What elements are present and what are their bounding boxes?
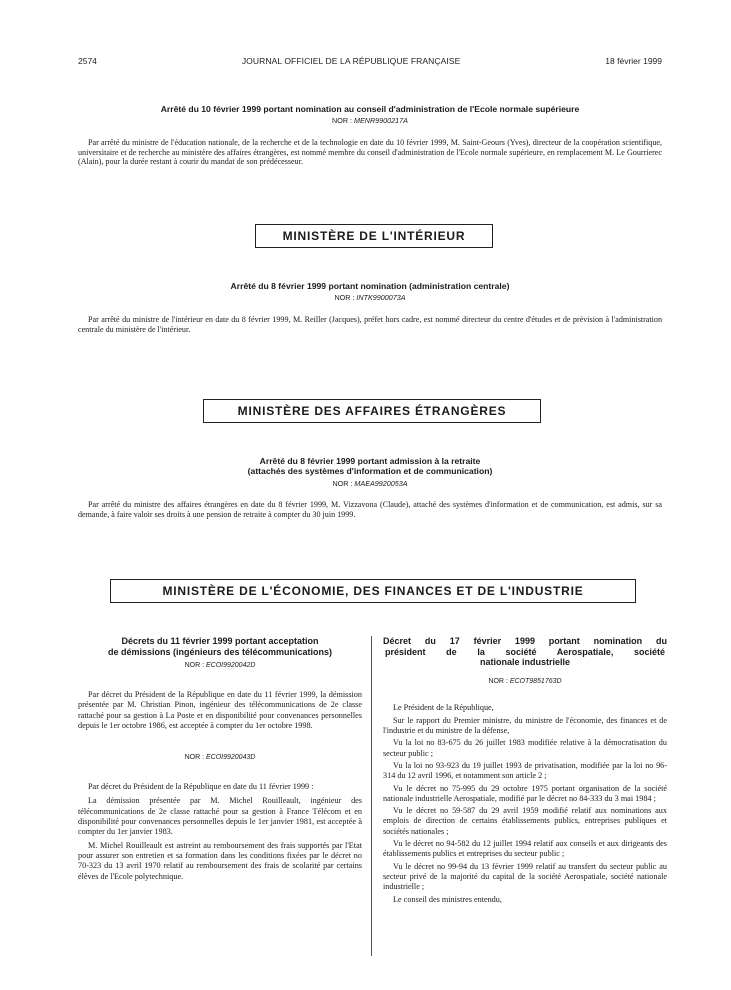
left-title-line2: de démissions (ingénieurs des télécommunications) [107,646,333,657]
left-nor2 [78,754,362,761]
issue-date: 18 février 1999 [605,56,662,66]
ministry-interieur-heading: MINISTÈRE DE L'INTÉRIEUR [255,224,493,248]
decree-visa-item: Sur le rapport du Premier ministre, du ministre de l'économie, des finances et de l'industrie et du ministre de la défense, [383,715,667,736]
decree-visa-item: Vu le décret no 75-995 du 29 octobre 1975 portant organisation de la société nationale industrielle Aerospatiale, modifié par le décret no 84-333 du 3 mai 1984 ; [383,783,667,803]
decree-visa-item: Vu la loi no 93-923 du 19 juillet 1993 de privatisation, modifiée par la loi no 96-314 du 12 avril 1996, et notamment son article 2 ; [383,760,667,781]
decree-visa-item: Vu le décret no 59-587 du 29 avril 1959 modifié relatif aux nominations aux emplois de direction de certains établissements publics, entreprises publiques et sociétés nationales ; [383,806,667,836]
nor-label: NOR : [332,479,353,488]
decree-visa-item: Vu la loi no 83-675 du 26 juillet 1983 modifiée relative à la démocratisation du secteur public ; [383,738,667,758]
nor-code: ECOI9920042D [205,662,256,669]
section1-body: Par arrêté du ministre de l'éducation nationale, de la recherche et de la technologie en date du 10 février 1999, M. Saint-Geours (Yves), directeur de la coopération scientifique, universitaire et de recherche au ministère des affaires étrangères, est nommé membre du conseil d'administration de l'Ecole normale supérieure, en remplacement M. Le Gourrierec (Alain), pour la durée restant à courir du mandat de son prédécesseur. [78,138,662,167]
journal-title: JOURNAL OFFICIEL DE LA RÉPUBLIQUE FRANÇAISE [241,56,461,66]
right-title-line2: président de la société Aerospatiale, société [385,646,665,657]
right-column [383,636,667,905]
decree-visa-item: Vu le décret no 99-94 du 13 février 1999 relatif au transfert du secteur public au secteur privé de la majorité du capital de la société Aerospatiale, société nationale industrielle ; [383,861,667,892]
right-items [383,703,667,905]
affaires-body: Par arrêté du ministre des affaires étrangères en date du 8 février 1999, M. Vizzavona (Claude), attaché des systèmes d'information et de communication, est admis, sur sa demande, à faire valoir ses droits à une pension de retraite à compter du 30 juin 1999. [78,500,662,519]
nor-label: NOR : [334,293,355,302]
affaires-title-line2: (attachés des systèmes d'information et de communication) [247,466,493,476]
nor-code: MENR9900217A [354,116,408,125]
interieur-title: Arrêté du 8 février 1999 portant nomination (administration centrale) [230,281,510,291]
left-nor1 [78,662,362,669]
affaires-title-line1: Arrêté du 8 février 1999 portant admission à la retraite [259,456,481,466]
interieur-body: Par arrêté du ministre de l'intérieur en date du 8 février 1999, M. Reiller (Jacques), préfet hors cadre, est nommé directeur du centre d'études et de prévision à l'administration centrale du ministère de l'intérieur. [78,315,662,334]
left-para2: Par décret du Président de la République en date du 11 février 1999 : [88,782,314,792]
nor-label: NOR : [184,662,205,669]
left-para3: La démission présentée par M. Michel Rouilleault, ingénieur des télécommunications de 2e classe rattaché pour sa gestion à France Télécom et en disponibilité pour convenances personnelles depuis le 1er janvier 1981, est acceptée à compter du 1er janvier 1983. [78,796,362,837]
decree-visa-item: Le Président de la République, [393,702,494,712]
column-divider [371,636,372,956]
nor-code: INTK9900073A [356,293,406,302]
page-header [78,56,662,66]
decree-visa-item: Le conseil des ministres entendu, [393,894,502,904]
section1-title: Arrêté du 10 février 1999 portant nomination au conseil d'administration de l'Ecole normale supérieure [160,104,580,114]
right-title-line3: nationale industrielle [479,657,571,667]
right-title-line1: Décret du 17 février 1999 portant nomination du [383,636,667,646]
section1-nor [78,116,662,125]
nor-label: NOR : [184,754,205,762]
nor-code: ECOI9920043D [205,754,256,762]
right-nor [383,678,667,685]
page-number: 2574 [78,56,97,66]
left-column [78,636,362,882]
ministry-affaires-heading: MINISTÈRE DES AFFAIRES ÉTRANGÈRES [203,399,541,423]
nor-code: ECOT9851763D [509,677,562,685]
ministry-economie-heading: MINISTÈRE DE L'ÉCONOMIE, DES FINANCES ET DE L'INDUSTRIE [110,579,636,603]
affaires-nor [78,479,662,488]
nor-code: MAEA9920053A [354,479,408,488]
left-title-line1: Décrets du 11 février 1999 portant acceptation [121,636,319,646]
left-para4: M. Michel Rouilleault est astreint au remboursement des frais supportés par l'Etat pour assurer son entretien et sa formation dans les conditions fixées par le décret no 70-323 du 13 avril 1970 relatif au remboursement des frais de scolarité par certains élèves de l'Ecole polytechnique. [78,840,362,881]
nor-label: NOR : [332,116,352,125]
left-para1: Par décret du Président de la République en date du 11 février 1999, la démission présentée par M. Christian Pinon, ingénieur des télécommunications de 2e classe rattaché pour sa gestion à La Poste et en disponibilité pour convenances personnelles depuis le 1er octobre 1986, est acceptée à compter du 1er octobre 1998. [78,690,362,730]
decree-visa-item: Vu le décret no 94-582 du 12 juillet 1994 relatif aux conseils et aux dirigeants des établissements publics et entreprises du secteur public ; [383,839,667,859]
nor-label: NOR : [488,677,508,685]
interieur-nor [78,293,662,302]
